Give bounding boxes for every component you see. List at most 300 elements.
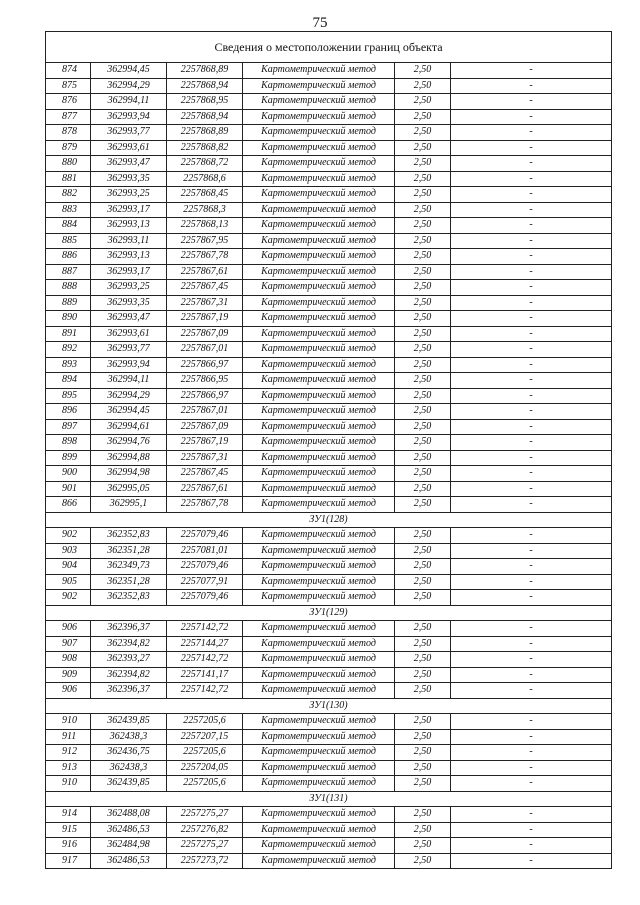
point-number: 904	[46, 559, 91, 575]
coord-x: 362393,27	[91, 652, 167, 668]
table-row	[46, 125, 612, 141]
table-row	[46, 543, 612, 559]
point-number: 915	[46, 822, 91, 838]
coord-y: 2257868,13	[167, 218, 243, 234]
table-row	[46, 853, 612, 869]
coord-y: 2257142,72	[167, 652, 243, 668]
coord-y: 2257142,72	[167, 621, 243, 637]
table-row	[46, 466, 612, 482]
method-cell: Картометрический метод	[243, 342, 395, 358]
point-number: 879	[46, 140, 91, 156]
accuracy-cell: 2,50	[395, 78, 451, 94]
coord-y: 2257205,6	[167, 776, 243, 792]
coord-x: 362994,98	[91, 466, 167, 482]
coord-x: 362994,76	[91, 435, 167, 451]
method-cell: Картометрический метод	[243, 636, 395, 652]
coord-y: 2257867,09	[167, 419, 243, 435]
extra-cell: -	[451, 590, 612, 606]
point-number: 888	[46, 280, 91, 296]
point-number: 906	[46, 683, 91, 699]
table-row	[46, 326, 612, 342]
coord-y: 2257868,3	[167, 202, 243, 218]
extra-cell: -	[451, 218, 612, 234]
table-row	[46, 729, 612, 745]
method-cell: Картометрический метод	[243, 326, 395, 342]
extra-cell: -	[451, 636, 612, 652]
accuracy-cell: 2,50	[395, 373, 451, 389]
coord-y: 2257205,6	[167, 714, 243, 730]
coord-x: 362993,17	[91, 202, 167, 218]
accuracy-cell: 2,50	[395, 745, 451, 761]
section-label: ЗУ1(130)	[46, 698, 612, 714]
table-row	[46, 652, 612, 668]
method-cell: Картометрический метод	[243, 621, 395, 637]
coord-y: 2257205,6	[167, 745, 243, 761]
extra-cell: -	[451, 171, 612, 187]
table-row	[46, 156, 612, 172]
table-row	[46, 78, 612, 94]
accuracy-cell: 2,50	[395, 652, 451, 668]
accuracy-cell: 2,50	[395, 590, 451, 606]
accuracy-cell: 2,50	[395, 404, 451, 420]
method-cell: Картометрический метод	[243, 125, 395, 141]
accuracy-cell: 2,50	[395, 388, 451, 404]
table-row	[46, 419, 612, 435]
table-row	[46, 233, 612, 249]
point-number: 893	[46, 357, 91, 373]
coord-x: 362352,83	[91, 590, 167, 606]
point-number: 905	[46, 574, 91, 590]
coord-x: 362439,85	[91, 714, 167, 730]
method-cell: Картометрический метод	[243, 760, 395, 776]
coord-x: 362995,05	[91, 481, 167, 497]
extra-cell: -	[451, 342, 612, 358]
extra-cell: -	[451, 435, 612, 451]
accuracy-cell: 2,50	[395, 435, 451, 451]
table-row	[46, 187, 612, 203]
coord-x: 362396,37	[91, 683, 167, 699]
table-row	[46, 357, 612, 373]
coord-y: 2257079,46	[167, 528, 243, 544]
table-row	[46, 807, 612, 823]
table-row	[46, 280, 612, 296]
table-row	[46, 388, 612, 404]
method-cell: Картометрический метод	[243, 63, 395, 79]
coord-x: 362993,35	[91, 295, 167, 311]
method-cell: Картометрический метод	[243, 590, 395, 606]
method-cell: Картометрический метод	[243, 78, 395, 94]
extra-cell: -	[451, 419, 612, 435]
method-cell: Картометрический метод	[243, 729, 395, 745]
coord-y: 2257867,19	[167, 311, 243, 327]
coord-x: 362438,3	[91, 729, 167, 745]
coord-y: 2257867,01	[167, 342, 243, 358]
point-number: 882	[46, 187, 91, 203]
coord-y: 2257868,72	[167, 156, 243, 172]
coord-x: 362993,61	[91, 326, 167, 342]
accuracy-cell: 2,50	[395, 481, 451, 497]
coord-x: 362994,61	[91, 419, 167, 435]
coord-y: 2257868,82	[167, 140, 243, 156]
coord-x: 362993,61	[91, 140, 167, 156]
table-row	[46, 140, 612, 156]
extra-cell: -	[451, 63, 612, 79]
accuracy-cell: 2,50	[395, 807, 451, 823]
table-row	[46, 822, 612, 838]
method-cell: Картометрический метод	[243, 652, 395, 668]
method-cell: Картометрический метод	[243, 435, 395, 451]
point-number: 899	[46, 450, 91, 466]
table-title: Сведения о местоположении границ объекта	[46, 32, 612, 63]
accuracy-cell: 2,50	[395, 63, 451, 79]
table-row	[46, 311, 612, 327]
accuracy-cell: 2,50	[395, 497, 451, 513]
point-number: 908	[46, 652, 91, 668]
coord-y: 2257867,95	[167, 233, 243, 249]
extra-cell: -	[451, 280, 612, 296]
point-number: 876	[46, 94, 91, 110]
accuracy-cell: 2,50	[395, 450, 451, 466]
coord-y: 2257276,82	[167, 822, 243, 838]
method-cell: Картометрический метод	[243, 481, 395, 497]
method-cell: Картометрический метод	[243, 156, 395, 172]
point-number: 907	[46, 636, 91, 652]
point-number: 892	[46, 342, 91, 358]
method-cell: Картометрический метод	[243, 714, 395, 730]
point-number: 891	[46, 326, 91, 342]
coord-x: 362994,29	[91, 388, 167, 404]
extra-cell: -	[451, 187, 612, 203]
coord-y: 2257866,95	[167, 373, 243, 389]
coord-x: 362351,28	[91, 574, 167, 590]
extra-cell: -	[451, 140, 612, 156]
coord-y: 2257867,61	[167, 264, 243, 280]
boundary-table	[45, 31, 612, 869]
method-cell: Картометрический метод	[243, 853, 395, 869]
coord-y: 2257867,19	[167, 435, 243, 451]
accuracy-cell: 2,50	[395, 621, 451, 637]
point-number: 916	[46, 838, 91, 854]
coord-x: 362993,94	[91, 109, 167, 125]
table-row	[46, 171, 612, 187]
extra-cell: -	[451, 652, 612, 668]
extra-cell: -	[451, 528, 612, 544]
table-row	[46, 714, 612, 730]
coord-x: 362994,11	[91, 94, 167, 110]
extra-cell: -	[451, 466, 612, 482]
coord-x: 362994,88	[91, 450, 167, 466]
accuracy-cell: 2,50	[395, 156, 451, 172]
coord-y: 2257867,01	[167, 404, 243, 420]
extra-cell: -	[451, 326, 612, 342]
extra-cell: -	[451, 543, 612, 559]
coord-y: 2257141,17	[167, 667, 243, 683]
coord-x: 362486,53	[91, 853, 167, 869]
coord-y: 2257868,95	[167, 94, 243, 110]
method-cell: Картометрический метод	[243, 357, 395, 373]
coord-y: 2257868,45	[167, 187, 243, 203]
accuracy-cell: 2,50	[395, 125, 451, 141]
coord-x: 362994,29	[91, 78, 167, 94]
point-number: 906	[46, 621, 91, 637]
accuracy-cell: 2,50	[395, 559, 451, 575]
table-row	[46, 590, 612, 606]
coord-x: 362396,37	[91, 621, 167, 637]
table-row	[46, 450, 612, 466]
extra-cell: -	[451, 125, 612, 141]
extra-cell: -	[451, 714, 612, 730]
extra-cell: -	[451, 249, 612, 265]
coord-x: 362352,83	[91, 528, 167, 544]
table-row	[46, 63, 612, 79]
coord-y: 2257866,97	[167, 388, 243, 404]
extra-cell: -	[451, 745, 612, 761]
coord-x: 362488,08	[91, 807, 167, 823]
point-number: 889	[46, 295, 91, 311]
coord-y: 2257867,61	[167, 481, 243, 497]
coord-y: 2257144,27	[167, 636, 243, 652]
section-label: ЗУ1(129)	[46, 605, 612, 621]
coord-x: 362439,85	[91, 776, 167, 792]
coord-y: 2257275,27	[167, 838, 243, 854]
accuracy-cell: 2,50	[395, 233, 451, 249]
method-cell: Картометрический метод	[243, 140, 395, 156]
method-cell: Картометрический метод	[243, 311, 395, 327]
table-row	[46, 94, 612, 110]
table-title-row	[46, 32, 612, 63]
point-number: 886	[46, 249, 91, 265]
coord-x: 362993,25	[91, 187, 167, 203]
accuracy-cell: 2,50	[395, 264, 451, 280]
accuracy-cell: 2,50	[395, 326, 451, 342]
coord-y: 2257273,72	[167, 853, 243, 869]
extra-cell: -	[451, 683, 612, 699]
method-cell: Картометрический метод	[243, 466, 395, 482]
coord-x: 362486,53	[91, 822, 167, 838]
extra-cell: -	[451, 264, 612, 280]
point-number: 885	[46, 233, 91, 249]
method-cell: Картометрический метод	[243, 745, 395, 761]
table-row	[46, 109, 612, 125]
coord-y: 2257867,31	[167, 450, 243, 466]
extra-cell: -	[451, 109, 612, 125]
point-number: 895	[46, 388, 91, 404]
coord-y: 2257142,72	[167, 683, 243, 699]
coord-y: 2257868,94	[167, 78, 243, 94]
method-cell: Картометрический метод	[243, 171, 395, 187]
method-cell: Картометрический метод	[243, 233, 395, 249]
table-row	[46, 760, 612, 776]
extra-cell: -	[451, 838, 612, 854]
point-number: 898	[46, 435, 91, 451]
method-cell: Картометрический метод	[243, 822, 395, 838]
method-cell: Картометрический метод	[243, 264, 395, 280]
accuracy-cell: 2,50	[395, 760, 451, 776]
point-number: 917	[46, 853, 91, 869]
point-number: 901	[46, 481, 91, 497]
accuracy-cell: 2,50	[395, 357, 451, 373]
coord-x: 362993,13	[91, 218, 167, 234]
coord-x: 362993,35	[91, 171, 167, 187]
coord-x: 362993,77	[91, 342, 167, 358]
table-row	[46, 528, 612, 544]
point-number: 875	[46, 78, 91, 94]
extra-cell: -	[451, 667, 612, 683]
page-number: 75	[312, 15, 328, 31]
accuracy-cell: 2,50	[395, 636, 451, 652]
method-cell: Картометрический метод	[243, 683, 395, 699]
table-row	[46, 264, 612, 280]
table-row	[46, 373, 612, 389]
coord-y: 2257275,27	[167, 807, 243, 823]
extra-cell: -	[451, 621, 612, 637]
accuracy-cell: 2,50	[395, 295, 451, 311]
point-number: 903	[46, 543, 91, 559]
method-cell: Картометрический метод	[243, 94, 395, 110]
extra-cell: -	[451, 233, 612, 249]
table-row	[46, 435, 612, 451]
table-row	[46, 497, 612, 513]
section-row	[46, 605, 612, 621]
method-cell: Картометрический метод	[243, 450, 395, 466]
accuracy-cell: 2,50	[395, 280, 451, 296]
coord-x: 362436,75	[91, 745, 167, 761]
accuracy-cell: 2,50	[395, 466, 451, 482]
table-row	[46, 295, 612, 311]
coord-y: 2257867,09	[167, 326, 243, 342]
accuracy-cell: 2,50	[395, 419, 451, 435]
point-number: 884	[46, 218, 91, 234]
accuracy-cell: 2,50	[395, 311, 451, 327]
coord-x: 362993,17	[91, 264, 167, 280]
table-row	[46, 621, 612, 637]
coord-y: 2257867,45	[167, 466, 243, 482]
method-cell: Картометрический метод	[243, 559, 395, 575]
coord-x: 362394,82	[91, 636, 167, 652]
point-number: 900	[46, 466, 91, 482]
section-label: ЗУ1(128)	[46, 512, 612, 528]
method-cell: Картометрический метод	[243, 807, 395, 823]
coord-y: 2257207,15	[167, 729, 243, 745]
point-number: 897	[46, 419, 91, 435]
accuracy-cell: 2,50	[395, 574, 451, 590]
coord-y: 2257077,91	[167, 574, 243, 590]
method-cell: Картометрический метод	[243, 202, 395, 218]
accuracy-cell: 2,50	[395, 187, 451, 203]
extra-cell: -	[451, 760, 612, 776]
accuracy-cell: 2,50	[395, 776, 451, 792]
coord-y: 2257867,78	[167, 497, 243, 513]
extra-cell: -	[451, 94, 612, 110]
method-cell: Картометрический метод	[243, 838, 395, 854]
section-label: ЗУ1(131)	[46, 791, 612, 807]
table-row	[46, 342, 612, 358]
extra-cell: -	[451, 311, 612, 327]
accuracy-cell: 2,50	[395, 543, 451, 559]
coord-x: 362484,98	[91, 838, 167, 854]
table-row	[46, 404, 612, 420]
coord-x: 362993,77	[91, 125, 167, 141]
point-number: 881	[46, 171, 91, 187]
coord-x: 362993,25	[91, 280, 167, 296]
accuracy-cell: 2,50	[395, 342, 451, 358]
accuracy-cell: 2,50	[395, 218, 451, 234]
extra-cell: -	[451, 729, 612, 745]
accuracy-cell: 2,50	[395, 729, 451, 745]
extra-cell: -	[451, 388, 612, 404]
method-cell: Картометрический метод	[243, 404, 395, 420]
coord-x: 362993,47	[91, 311, 167, 327]
coord-y: 2257204,05	[167, 760, 243, 776]
accuracy-cell: 2,50	[395, 202, 451, 218]
point-number: 877	[46, 109, 91, 125]
point-number: 887	[46, 264, 91, 280]
table-row	[46, 636, 612, 652]
table-row	[46, 683, 612, 699]
accuracy-cell: 2,50	[395, 667, 451, 683]
coord-y: 2257867,45	[167, 280, 243, 296]
coord-x: 362349,73	[91, 559, 167, 575]
section-row	[46, 791, 612, 807]
coord-y: 2257867,78	[167, 249, 243, 265]
coord-x: 362993,94	[91, 357, 167, 373]
coord-y: 2257868,89	[167, 125, 243, 141]
coord-x: 362994,11	[91, 373, 167, 389]
section-row	[46, 512, 612, 528]
method-cell: Картометрический метод	[243, 497, 395, 513]
point-number: 890	[46, 311, 91, 327]
accuracy-cell: 2,50	[395, 683, 451, 699]
table-row	[46, 481, 612, 497]
method-cell: Картометрический метод	[243, 187, 395, 203]
table-row	[46, 249, 612, 265]
extra-cell: -	[451, 822, 612, 838]
point-number: 902	[46, 590, 91, 606]
method-cell: Картометрический метод	[243, 667, 395, 683]
coord-y: 2257868,89	[167, 63, 243, 79]
point-number: 878	[46, 125, 91, 141]
accuracy-cell: 2,50	[395, 822, 451, 838]
coord-y: 2257081,01	[167, 543, 243, 559]
method-cell: Картометрический метод	[243, 280, 395, 296]
accuracy-cell: 2,50	[395, 249, 451, 265]
accuracy-cell: 2,50	[395, 528, 451, 544]
point-number: 866	[46, 497, 91, 513]
extra-cell: -	[451, 404, 612, 420]
method-cell: Картометрический метод	[243, 543, 395, 559]
extra-cell: -	[451, 373, 612, 389]
point-number: 910	[46, 776, 91, 792]
coord-y: 2257867,31	[167, 295, 243, 311]
coord-x: 362993,13	[91, 249, 167, 265]
point-number: 912	[46, 745, 91, 761]
method-cell: Картометрический метод	[243, 528, 395, 544]
accuracy-cell: 2,50	[395, 94, 451, 110]
accuracy-cell: 2,50	[395, 853, 451, 869]
extra-cell: -	[451, 497, 612, 513]
method-cell: Картометрический метод	[243, 249, 395, 265]
accuracy-cell: 2,50	[395, 838, 451, 854]
method-cell: Картометрический метод	[243, 419, 395, 435]
extra-cell: -	[451, 776, 612, 792]
coord-x: 362994,45	[91, 404, 167, 420]
point-number: 914	[46, 807, 91, 823]
point-number: 913	[46, 760, 91, 776]
table-row	[46, 838, 612, 854]
point-number: 902	[46, 528, 91, 544]
table-row	[46, 218, 612, 234]
table-row	[46, 574, 612, 590]
